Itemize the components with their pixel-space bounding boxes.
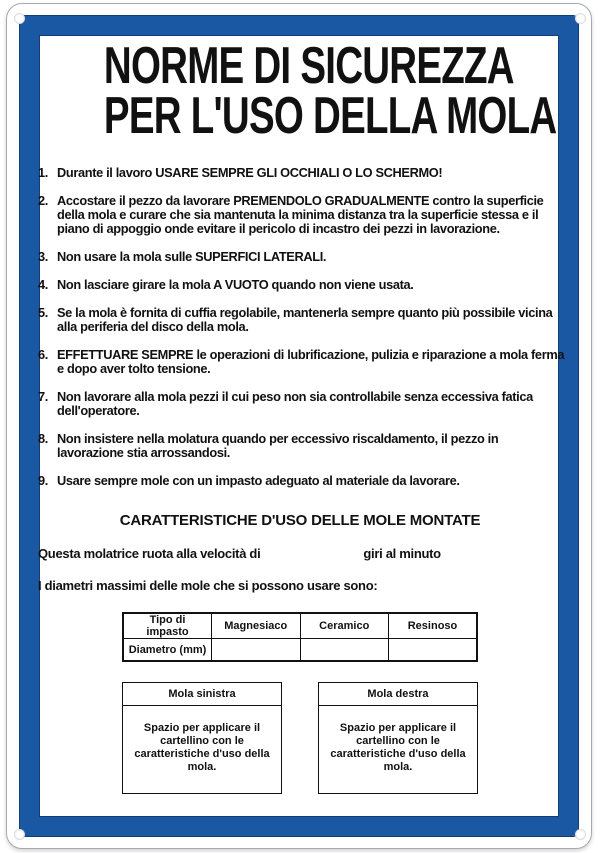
left-wheel-box-body: Spazio per applicare il cartellino con le caratteristiche d'uso della mola. (134, 721, 270, 773)
title-line-1: NORME DI SICUREZZA (103, 37, 514, 95)
rule-text: EFFETTUARE SEMPRE le operazioni di lubrificazione, pulizia e riparazione a mola ferma e dopo aver tolto tensione. (57, 347, 565, 376)
mounting-hole-bottom-right (575, 829, 586, 840)
rule-text: Non lavorare alla mola pezzi il cui peso non sia controllabile senza eccessiva fatica dell'operatore. (57, 389, 533, 418)
sign-content (35, 34, 565, 794)
mounting-hole-bottom-left (14, 829, 25, 840)
rule-text: Accostare il pezzo da lavorare PREMENDOLO GRADUALMENTE contro la superficie della mola e curare che sia mantenuta la minima distanza tra la superficie stessa e il piano di appoggio onde evitare il pericolo di incastro dei pezzi in lavorazione. (57, 193, 544, 236)
rule-text: Non insistere nella molatura quando per eccessivo riscaldamento, il pezzo in lavorazione stia arrossandosi. (57, 431, 499, 460)
left-wheel-box (122, 682, 282, 794)
table-empty-cell (212, 639, 301, 662)
table-header-row (123, 613, 477, 639)
rule-text: Non lasciare girare la mola A VUOTO quando non viene usata. (57, 277, 414, 292)
rule-item-2 (38, 194, 565, 236)
table-row-label: Diametro (mm) (123, 639, 212, 662)
rule-text: Non usare la mola sulle SUPERFICI LATERALI. (57, 249, 327, 264)
rule-item-5 (38, 306, 565, 334)
table-header-cell: Resinoso (389, 613, 478, 639)
table-row (123, 639, 477, 662)
right-wheel-box-body: Spazio per applicare il cartellino con le caratteristiche d'uso della mola. (330, 721, 466, 773)
section-heading: CARATTERISTICHE D'USO DELLE MOLE MONTATE (119, 512, 481, 529)
table-header-cell: Tipo di impasto (123, 613, 212, 639)
speed-label-after: giri al minuto (363, 546, 441, 561)
left-wheel-box-title: Mola sinistra (123, 683, 281, 706)
title-line-2: PER L'USO DELLA MOLA (103, 87, 557, 145)
rule-number: 5. (38, 305, 48, 320)
mounting-hole-top-left (14, 13, 25, 24)
rule-text: Durante il lavoro USARE SEMPRE GLI OCCHIALI O LO SCHERMO! (57, 165, 443, 180)
wheel-diameter-table (122, 612, 478, 662)
diameters-line: I diametri massimi delle mole che si possono usare sono: (38, 578, 378, 593)
rule-text: Usare sempre mole con un impasto adeguato al materiale da lavorare. (57, 473, 460, 488)
table-empty-cell (389, 639, 478, 662)
rule-item-9 (38, 474, 565, 488)
rules-list (35, 166, 565, 488)
speed-label-before: Questa molatrice ruota alla velocità di (38, 546, 261, 561)
rule-text: Se la mola è fornita di cuffia regolabile, mantenerla sempre quanto più possibile vicina alla periferia del disco della mola. (57, 305, 553, 334)
rule-number: 1. (38, 165, 48, 180)
table-empty-cell (300, 639, 389, 662)
rule-item-3 (38, 250, 565, 264)
rule-item-7 (38, 390, 565, 418)
rule-item-4 (38, 278, 565, 292)
rule-number: 9. (38, 473, 48, 488)
table-header-cell: Ceramico (300, 613, 389, 639)
sign-title (103, 37, 557, 145)
speed-line (38, 546, 565, 561)
rule-item-8 (38, 432, 565, 460)
right-wheel-box (318, 682, 478, 794)
rule-item-1 (38, 166, 565, 180)
rule-number: 3. (38, 249, 48, 264)
right-wheel-box-title: Mola destra (319, 683, 477, 706)
wheel-label-boxes (35, 682, 565, 794)
rule-number: 8. (38, 431, 48, 446)
table-header-cell: Magnesiaco (212, 613, 301, 639)
rule-number: 6. (38, 347, 48, 362)
rule-item-6 (38, 348, 565, 376)
mounting-hole-top-right (575, 13, 586, 24)
rule-number: 2. (38, 193, 48, 208)
rule-number: 4. (38, 277, 48, 292)
rule-number: 7. (38, 389, 48, 404)
